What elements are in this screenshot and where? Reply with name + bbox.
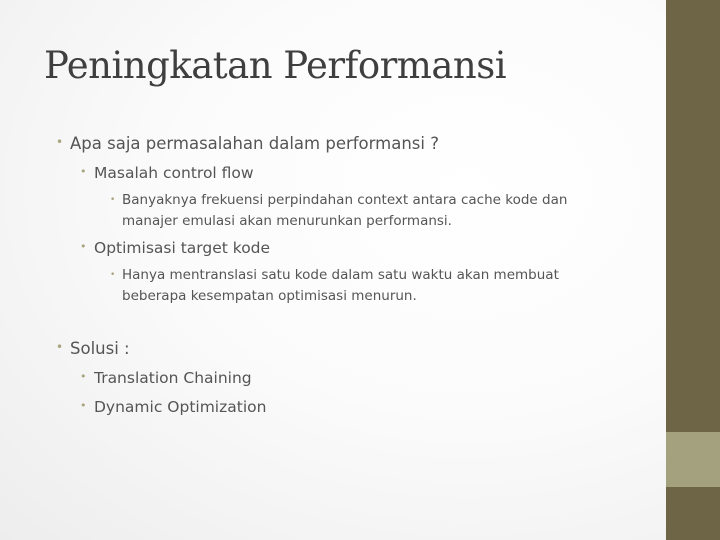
bullet-marker: • — [80, 240, 87, 253]
bullet-text: Masalah control flow — [94, 164, 254, 182]
bullet-item — [80, 164, 254, 182]
bullet-marker: • — [80, 399, 87, 412]
bullet-marker: • — [110, 270, 116, 280]
bullet-item — [110, 190, 568, 232]
bullet-item — [56, 134, 439, 153]
bullet-item — [80, 369, 252, 387]
bullet-text-line: manajer emulasi akan menurunkan performansi. — [122, 213, 452, 229]
bullet-item — [80, 398, 267, 416]
bullet-text: Solusi : — [70, 339, 130, 358]
bullet-text: Apa saja permasalahan dalam performansi ? — [70, 134, 439, 153]
sidebar-accent-top — [666, 0, 720, 432]
sidebar-accent-bottom — [666, 487, 720, 540]
bullet-marker: • — [110, 195, 116, 205]
bullet-text-line: Hanya mentranslasi satu kode dalam satu waktu akan membuat — [122, 267, 559, 283]
bullet-text-line: Banyaknya frekuensi perpindahan context antara cache kode dan — [122, 192, 568, 208]
bullet-text: Dynamic Optimization — [94, 398, 267, 416]
bullet-item — [56, 339, 130, 358]
bullet-marker: • — [56, 340, 64, 354]
bullet-marker: • — [80, 165, 87, 178]
slide-title: Peningkatan Performansi — [44, 44, 507, 87]
bullet-text: Optimisasi target kode — [94, 239, 271, 257]
bullet-marker: • — [80, 370, 87, 383]
bullet-item — [110, 265, 559, 307]
sidebar-accent-middle — [666, 432, 720, 487]
bullet-text-line: beberapa kesempatan optimisasi menurun. — [122, 288, 417, 304]
bullet-marker: • — [56, 135, 64, 149]
bullet-item — [80, 239, 271, 257]
bullet-text: Translation Chaining — [94, 369, 252, 387]
